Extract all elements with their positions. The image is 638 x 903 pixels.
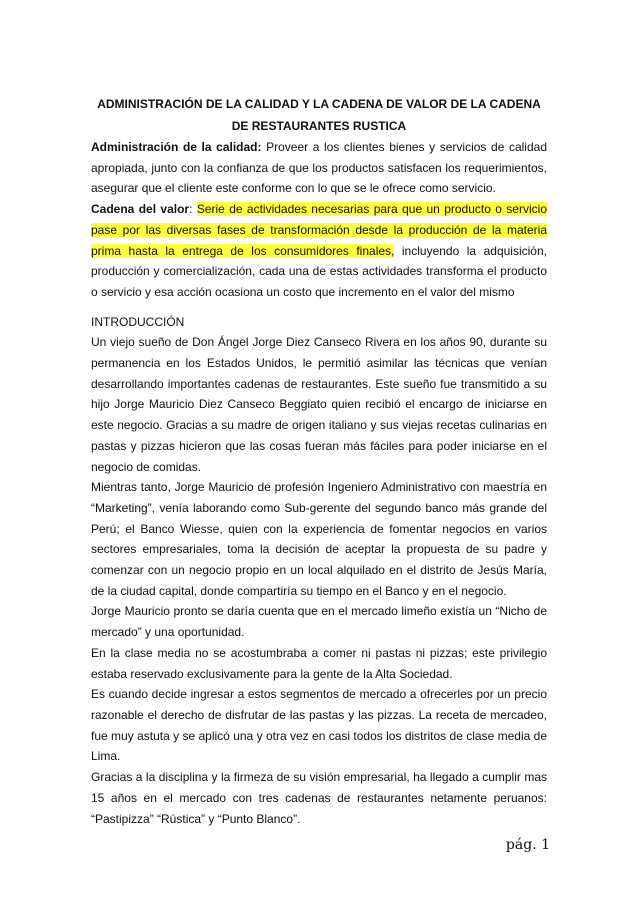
paragraph: Mientras tanto, Jorge Mauricio de profesión Ingeniero Administrativo con maestría en “Marketing”, venía laborando como Sub-gerente del segundo banco más grande del Perú; el Banco Wiesse, quien con la experiencia de fomentar negocios en varios sectores empresariales, toma la decisión de aceptar la propuesta de su padre y comenzar con un negocio propio en un local alquilado en el distrito de Jesús María, de la ciudad capital, donde compartiría su tiempo en el Banco y en el negocio. xyxy=(91,480,547,598)
paragraph: Un viejo sueño de Don Ángel Jorge Diez Canseco Rivera en los años 90, durante su permanencia en los Estados Unidos, le permitió asimilar las técnicas que venían desarrollando importantes cadenas de restaurantes. Este sueño fue transmitido a su hijo Jorge Mauricio Diez Canseco Beggiato quien recibió el encargo de iniciarse en este negocio. Gracias a su madre de origen italiano y sus viejas recetas culinarias en pastas y pizzas hicieron que las cosas fueran más fáciles para poder iniciarse en el negocio de comidas. xyxy=(91,335,547,474)
paragraph: Es cuando decide ingresar a estos segmentos de mercado a ofrecerles por un precio razonable el derecho de disfrutar de las pastas y las pizzas. La receta de mercadeo, fue muy astuta y se aplicó una y otra vez en casi todos los distritos de clase media de Lima. xyxy=(91,687,547,764)
page-number: pág. 1 xyxy=(505,837,550,853)
intro-heading: INTRODUCCIÓN xyxy=(91,314,185,329)
definition-value-chain-rest: incluyendo la adquisición, producción y comercialización, cada una de estas actividades transforma el producto o servicio y esa acción ocasiona un costo que incremento en el valor del mismo xyxy=(91,243,547,299)
paragraph: Gracias a la disciplina y la firmeza de su visión empresarial, ha llegado a cumplir mas 15 años en el mercado con tres cadenas de restaurantes netamente peruanos: “Pastipizza” “Rústica” y “Punto Blanco”. xyxy=(91,770,547,826)
definition-quality-term: Administración de la calidad: xyxy=(91,140,262,154)
paragraph: Jorge Mauricio pronto se daría cuenta que en el mercado limeño existía un “Nicho de mercado” y una oportunidad. xyxy=(91,604,547,640)
document-body xyxy=(91,93,547,829)
definition-quality xyxy=(91,137,547,199)
paragraph: En la clase media no se acostumbraba a comer ni pastas ni pizzas; este privilegio estaba reservado exclusivamente para la gente de la Alta Sociedad. xyxy=(91,645,547,681)
definition-value-chain xyxy=(91,199,547,303)
definition-value-chain-term: Cadena del valor xyxy=(91,202,190,217)
definition-value-chain-sep: : xyxy=(189,202,197,217)
document-title: ADMINISTRACIÓN DE LA CALIDAD Y LA CADENA DE VALOR DE LA CADENA DE RESTAURANTES RUSTICA xyxy=(97,97,541,133)
definition-quality-text: Proveer a los clientes bienes y servicios de calidad apropiada, junto con la confianza de que los productos satisfacen los requerimientos, asegurar que el cliente este conforme con lo que se le ofrece como servicio. xyxy=(91,140,547,196)
definition-value-chain-highlight: Serie de actividades necesarias para que un producto o servicio pase por las diversas fases de transformación desde la producción de la materia prima hasta la entrega de los consumidores finales, xyxy=(91,202,547,258)
